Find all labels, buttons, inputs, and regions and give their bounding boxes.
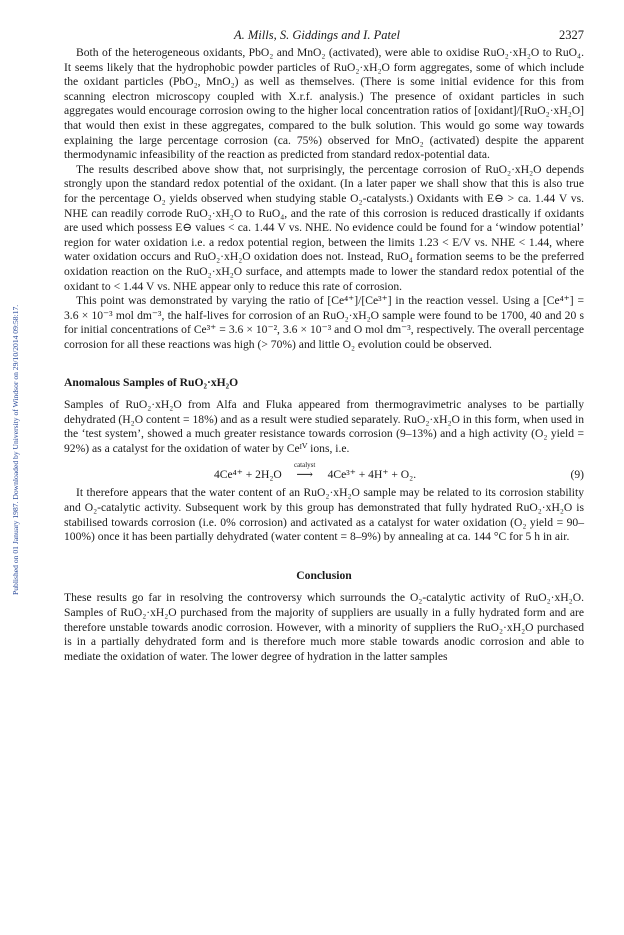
section-heading-conclusion: Conclusion bbox=[296, 568, 352, 582]
paragraph-oxidants: Both of the heterogeneous oxidants, PbO₂ and MnO₂ (activated), were able to oxidise RuO₂·xH₂O to RuO₄. It seems likely that the hydrophobic powder particles of RuO₂·xH₂O form aggregates, some of which include the oxidant particles (PbO₂, MnO₂) as well as themselves. (There is some initial evidence for this from scanning electron microscopy coupled with X.r.f. analysis.) The presence of oxidant particles in such aggregates would encourage corrosion owing to the higher local concentration ratios of [oxidant]/[RuO₂·xH₂O] that would then exist in these aggregates, compared to the bulk solution. This would go some way towards explaining the large percentage corrosion (ca. 75%) observed for MnO₂ (activated) despite the apparent thermodynamic infeasibility of the reaction as predicted from standard redox-potential data. bbox=[64, 46, 584, 162]
section-anomalous-samples bbox=[64, 376, 584, 544]
equation-body bbox=[214, 461, 417, 483]
running-head: A. Mills, S. Giddings and I. Patel bbox=[234, 28, 400, 42]
equation-arrow-label: catalyst bbox=[293, 461, 316, 470]
equation-number: (9) bbox=[570, 468, 584, 482]
equation-arrow bbox=[285, 461, 325, 483]
paragraph-anomalous-1: Samples of RuO₂·xH₂O from Alfa and Fluka appeared from thermogravimetric analyses to be partially dehydrated (H₂O content = 18%) and as a result were studied separately. RuO₂·xH₂O in this form, when used in the ‘test system’, showed a much greater resistance towards corrosion (9–13%) and a high activity (O₂ yield = 92%) as a catalyst for the oxidation of water by Ceᴵⱽ ions, i.e. bbox=[64, 398, 584, 455]
arrow-icon: ⟶ bbox=[296, 468, 313, 482]
section-conclusion bbox=[64, 569, 584, 665]
page-header bbox=[64, 28, 584, 44]
page-number: 2327 bbox=[559, 28, 584, 42]
paragraph-redox-results: The results described above show that, not surprisingly, the percentage corrosion of RuO₂·xH₂O depends strongly upon the standard redox potential of the oxidant. (In a later paper we shall show that this is also true for the percentage O₂ yields observed when studying stable O₂-catalysts.) Oxidants with E⊖ > ca. 1.44 V vs. NHE can readily corrode RuO₂·xH₂O to RuO₄, and the rate of this corrosion is reduced drastically if oxidants are used which possess E⊖ values < ca. 1.44 V vs. NHE. No evidence could be found for a ‘window potential’ region for water oxidation i.e. a redox potential region, between the limits 1.23 < E/V vs. NHE < 1.44, where water oxidation occurs and RuO₂·xH₂O oxidation does not. Instead, RuO₄ formation seems to be the preferred oxidation reaction on the RuO₂·xH₂O surface, and attempts made to lower the standard redox potential of the oxidant to < 1.44 V vs. NHE appear only to reduce this rate of corrosion. bbox=[64, 162, 584, 293]
equation-9 bbox=[64, 456, 584, 486]
paragraph-conclusion-1: These results go far in resolving the controversy which surrounds the O₂-catalytic activity of RuO₂·xH₂O. Samples of RuO₂·xH₂O purchased from the majority of suppliers are usually in a fully hydrated form and are therefore unstable towards anodic corrosion. However, with a minority of suppliers the RuO₂·xH₂O purchased is in a partially dehydrated form and is therefore much more stable towards anodic corrosion and able to mediate the oxidation of water. The lower degree of hydration in the latter samples bbox=[64, 591, 584, 663]
publication-side-note bbox=[0, 175, 20, 595]
paragraph-ce-ratio: This point was demonstrated by varying the ratio of [Ce⁴⁺]/[Ce³⁺] in the reaction vessel. Using a [Ce⁴⁺] = 3.6 × 10⁻³ mol dm⁻³, the half-lives for corrosion of an RuO₂·xH₂O sample were found to be 1700, 40 and 20 s for initial concentrations of Ce³⁺ = 3.6 × 10⁻², 3.6 × 10⁻³ and O mol dm⁻³, respectively. The overall percentage corrosion for all these reactions was high (> 70%) and little O₂ evolution could be observed. bbox=[64, 294, 584, 351]
body-text bbox=[64, 46, 584, 664]
section-heading-anomalous: Anomalous Samples of RuO₂·xH₂O bbox=[64, 376, 239, 390]
paragraph-anomalous-2: It therefore appears that the water content of an RuO₂·xH₂O sample may be related to its corrosion stability and O₂-catalytic activity. Subsequent work by this group has demonstrated that fully hydrated RuO₂·xH₂O is stabilised towards corrosion (i.e. 0% corrosion) and activated as a catalyst for water oxidation (O₂ yield = 90–100%) once it has been partially dehydrated (water content = 8–9%) by annealing at ca. 144 °C for 5 h in air. bbox=[64, 486, 584, 544]
equation-rhs: 4Ce³⁺ + 4H⁺ + O₂. bbox=[327, 468, 417, 482]
side-note-text: Published on 01 January 1987. Downloaded by University of Windsor on 29/10/2014 09:58:17. bbox=[11, 304, 20, 595]
equation-lhs: 4Ce⁴⁺ + 2H₂O bbox=[214, 468, 282, 482]
